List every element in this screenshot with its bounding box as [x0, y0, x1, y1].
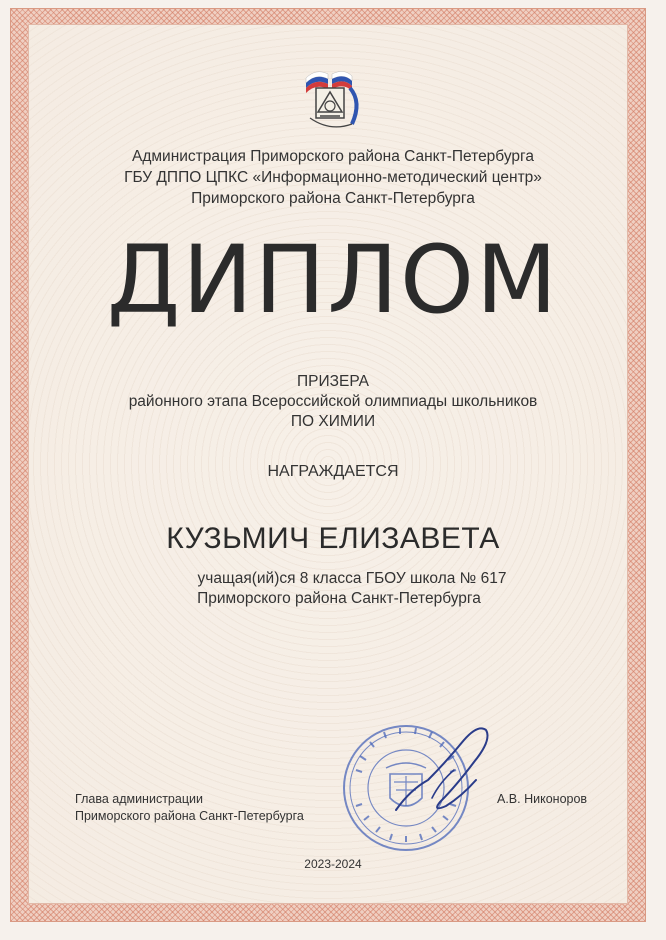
prize-description	[0, 372, 666, 432]
recipient-details	[0, 569, 666, 609]
academic-year: 2023-2024	[304, 857, 362, 871]
header-line-2: ГБУ ДППО ЦПКС «Информационно-методический центр»	[124, 169, 542, 186]
signer-position-line-2: Приморского района Санкт-Петербурга	[75, 809, 304, 823]
diploma-title: ДИПЛОМ	[106, 226, 560, 335]
prize-line-2: районного этапа Всероссийской олимпиады школьников	[128, 393, 538, 410]
prize-line-3: ПО ХИМИИ	[290, 413, 376, 430]
signer-position-line-1: Глава администрации	[75, 792, 203, 806]
header-line-1: Администрация Приморского района Санкт-Петербурга	[132, 148, 534, 165]
recipient-school: учащая(ий)ся 8 класса ГБОУ школа № 617	[197, 570, 507, 587]
signer-position	[75, 791, 304, 825]
header-line-3: Приморского района Санкт-Петербурга	[191, 190, 475, 207]
signer-name: А.В. Никоноров	[497, 792, 588, 806]
official-seal-icon	[336, 710, 500, 862]
awarded-label: НАГРАЖДАЕТСЯ	[267, 463, 399, 480]
recipient-district: Приморского района Санкт-Петербурга	[197, 590, 481, 607]
organization-header	[0, 146, 666, 209]
olympiad-logo-icon	[296, 62, 370, 134]
prize-line-1: ПРИЗЕРА	[297, 373, 369, 390]
recipient-name: КУЗЬМИЧ ЕЛИЗАВЕТА	[166, 522, 500, 555]
